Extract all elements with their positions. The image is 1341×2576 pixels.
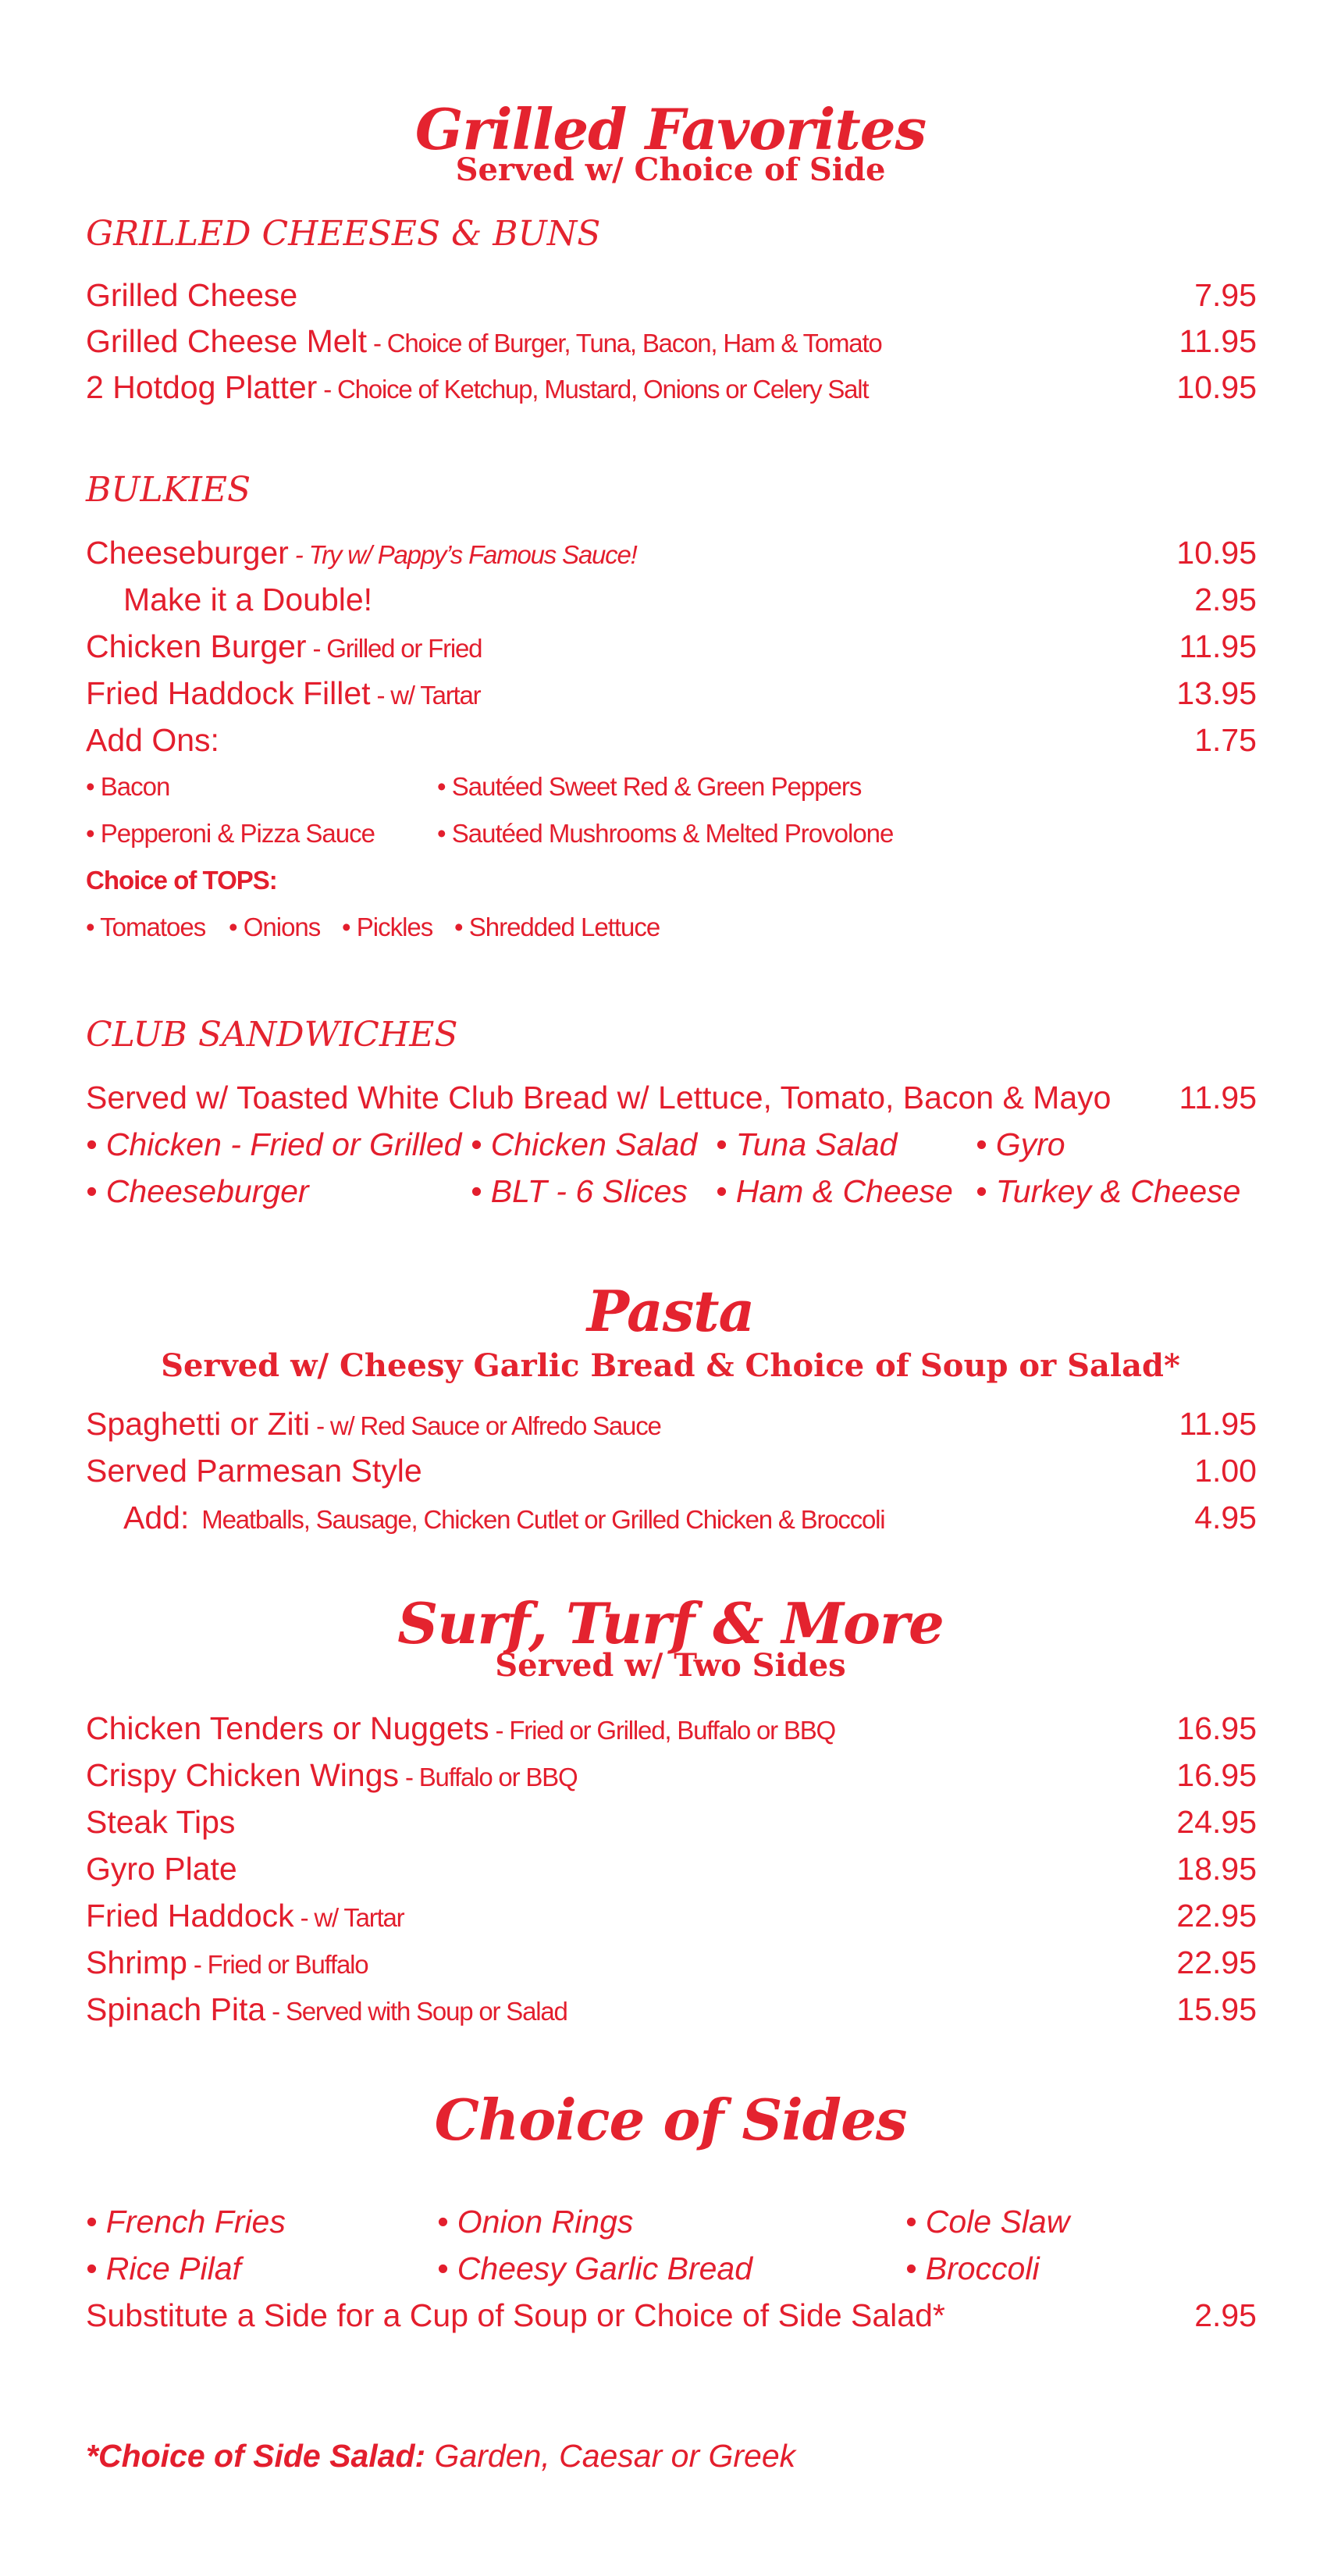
club-sandwiches-heading: CLUB SANDWICHES [86,1015,458,1055]
item-price: 24.95 [1176,1804,1257,1840]
item-price: 22.95 [1176,1944,1257,1980]
menu-item [86,319,1257,363]
item-name: Cheeseburger [86,535,289,571]
menu-item [86,578,1257,621]
item-price: 16.95 [1176,1757,1257,1793]
side-salad-footnote [86,2434,795,2478]
item-price: 11.95 [1179,1080,1257,1115]
item-price: 16.95 [1176,1710,1257,1746]
item-name: Chicken Tenders or Nuggets [86,1710,489,1746]
menu-item [86,2293,1257,2337]
item-price: 11.95 [1179,1406,1257,1442]
item-price: 22.95 [1176,1898,1257,1934]
side-option: • Cole Slaw [905,2204,1070,2240]
menu-item [86,1800,1257,1844]
item-price: 1.75 [1194,722,1257,758]
club-option: • Chicken - Fried or Grilled [86,1126,462,1162]
item-name: Gyro Plate [86,1851,237,1887]
club-option: • BLT - 6 Slices [471,1173,688,1209]
item-price: 1.00 [1194,1453,1257,1489]
item-desc: - Choice of Burger, Tuna, Bacon, Ham & Tomato [367,329,882,358]
menu-item [86,1706,1257,1750]
item-price: 11.95 [1179,628,1257,664]
item-price: 11.95 [1179,323,1257,359]
menu-item [86,1753,1257,1797]
pasta-subtitle: Served w/ Cheesy Garlic Bread & Choice of Soup or Salad* [161,1347,1180,1384]
item-name: Served w/ Toasted White Club Bread w/ Lettuce, Tomato, Bacon & Mayo [86,1080,1112,1115]
club-option: • Cheeseburger [86,1173,309,1209]
item-name: Chicken Burger [86,628,307,664]
menu-item [86,671,1257,715]
addon-option: • Bacon [86,772,170,801]
sides-title: Choice of Sides [434,2087,907,2153]
addon-option: • Sautéed Mushrooms & Melted Provolone [437,819,894,848]
item-name: 2 Hotdog Platter [86,369,318,405]
item-name: Shrimp [86,1944,187,1980]
menu-item [86,1076,1257,1119]
side-option: • Onion Rings [437,2204,634,2240]
side-option: • Rice Pilaf [86,2250,241,2286]
side-option: • Cheesy Garlic Bread [437,2250,753,2286]
club-option: • Gyro [976,1126,1065,1162]
item-name: Add: [123,1500,190,1535]
tops-option: • Tomatoes [86,913,206,941]
club-option: • Turkey & Cheese [976,1173,1241,1209]
item-desc: - Fried or Grilled, Buffalo or BBQ [489,1716,835,1745]
item-desc: - w/ Tartar [370,681,481,710]
item-desc: Meatballs, Sausage, Chicken Cutlet or Grilled Chicken & Broccoli [189,1505,885,1534]
menu-item [86,1894,1257,1937]
menu-item [86,365,1257,409]
tops-option: • Shredded Lettuce [454,913,660,941]
item-price: 2.95 [1194,582,1257,617]
item-name: Fried Haddock Fillet [86,675,371,711]
grilled-favorites-title: Grilled Favorites [414,96,927,162]
menu-item [86,1449,1257,1493]
menu-item [86,531,1257,575]
club-option: • Tuna Salad [716,1126,898,1162]
item-name: Substitute a Side for a Cup of Soup or Choice of Side Salad* [86,2297,945,2333]
side-option: • French Fries [86,2204,286,2240]
addon-option: • Sautéed Sweet Red & Green Peppers [437,772,862,801]
addon-option: • Pepperoni & Pizza Sauce [86,819,375,848]
item-name: Grilled Cheese Melt [86,323,368,359]
menu-item [86,1941,1257,1984]
item-desc: - Grilled or Fried [306,634,482,663]
bulkies-heading: BULKIES [86,470,251,510]
item-desc: - w/ Tartar [293,1903,404,1932]
item-desc: - w/ Red Sauce or Alfredo Sauce [310,1411,661,1440]
menu-item [86,273,1257,317]
item-name: Grilled Cheese [86,277,298,313]
grilled-cheeses-heading: GRILLED CHEESES & BUNS [86,214,601,254]
item-name: Served Parmesan Style [86,1453,422,1489]
item-price: 18.95 [1176,1851,1257,1887]
tops-option: • Onions [229,913,321,941]
footnote-label: *Choice of Side Salad: [86,2438,426,2474]
item-price: 4.95 [1194,1500,1257,1535]
item-price: 15.95 [1176,1991,1257,2027]
item-price: 13.95 [1176,675,1257,711]
item-desc: - Fried or Buffalo [187,1950,368,1979]
item-name: Spaghetti or Ziti [86,1406,311,1442]
item-price: 10.95 [1176,369,1257,405]
item-name: Spinach Pita [86,1991,266,2027]
item-desc: - Choice of Ketchup, Mustard, Onions or Celery Salt [317,375,869,404]
item-price: 2.95 [1194,2297,1257,2333]
item-desc: - Served with Soup or Salad [265,1997,567,2026]
club-option: • Chicken Salad [471,1126,698,1162]
item-name: Fried Haddock [86,1898,294,1934]
item-name: Crispy Chicken Wings [86,1757,399,1793]
item-name: Steak Tips [86,1804,236,1840]
item-price: 10.95 [1176,535,1257,571]
item-name: Add Ons: [86,722,219,758]
menu-item [86,1496,1257,1539]
tops-option: • Pickles [342,913,433,941]
footnote-text: Garden, Caesar or Greek [425,2438,796,2474]
item-name: Make it a Double! [123,582,373,617]
menu-item [86,1987,1257,2031]
club-option: • Ham & Cheese [716,1173,953,1209]
pasta-title: Pasta [586,1278,755,1344]
surf-turf-subtitle: Served w/ Two Sides [495,1647,846,1684]
menu-item [86,624,1257,668]
surf-turf-title: Surf, Turf & More [397,1590,944,1656]
grilled-favorites-subtitle: Served w/ Choice of Side [455,151,886,188]
item-price: 7.95 [1194,277,1257,313]
menu-item [86,718,1257,762]
item-desc: - Try w/ Pappy’s Famous Sauce! [288,540,637,569]
menu-item [86,1402,1257,1446]
side-option: • Broccoli [905,2250,1040,2286]
menu-item [86,1847,1257,1891]
item-desc: - Buffalo or BBQ [399,1763,578,1791]
tops-label: Choice of TOPS: [86,866,277,895]
